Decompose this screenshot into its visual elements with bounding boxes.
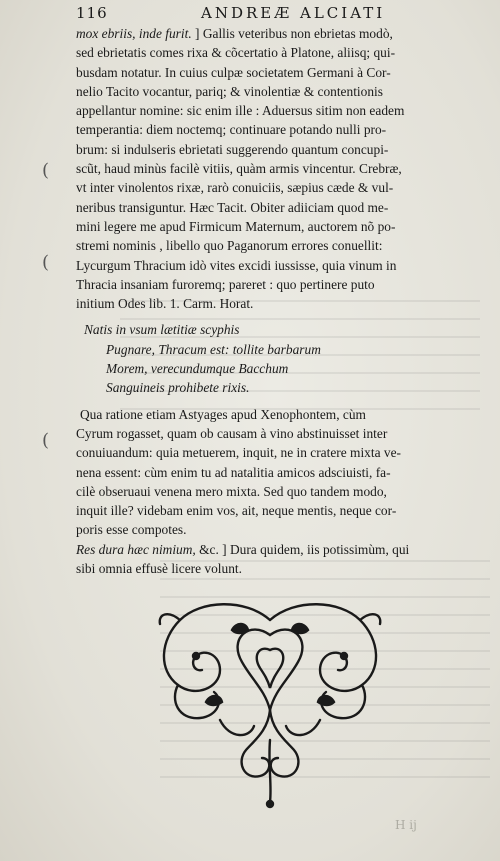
verse-line: Pugnare, Thracum est: tollite barbarum	[106, 341, 321, 357]
text-line: inquit ille? videbam enim vos, ait, neque mentis, neque cor-	[76, 503, 397, 519]
text-line: neribus transiguntur. Hæc Tacit. Obiter adiiciam quod me-	[76, 199, 389, 215]
margin-mark: (	[42, 160, 50, 181]
text-line: appellantur nomine: sic enim ille : Aduersus sitim non eadem	[76, 103, 405, 119]
text-line: poris esse compotes.	[76, 522, 187, 538]
text-line: sibi omnia effusè licere volunt.	[76, 561, 242, 577]
text-line: initium Odes lib. 1. Carm. Horat.	[76, 296, 254, 312]
running-title: ANDREÆ ALCIATI	[201, 4, 386, 22]
text-line: vt inter vinolentos rixæ, rarò conuiciis, sæpius cæde & vul-	[76, 180, 394, 196]
text-line: conuiuandum: quia metuerem, inquit, ne in cratere mixta ve-	[76, 445, 401, 461]
fleuron-ornament	[150, 590, 390, 810]
text-line: busdam notatur. In cuius culpæ societatem Germani à Cor-	[76, 64, 391, 80]
text-line: Cyrum rogasset, quam ob causam à vino abstinuisset inter	[76, 425, 388, 441]
page-number: 116	[76, 4, 108, 22]
text-line: stremi nominis , libello quo Paganorum errores conuellit:	[76, 238, 383, 254]
text-line: nena essent: cùm enim tu ad natalitia amicos adsciuisti, fa-	[76, 464, 391, 480]
text-line: sed ebrietatis comes rixa & cõcertatio à Platone, aliisq; qui-	[76, 45, 396, 61]
text-line: mox ebriis, inde furit. ] Gallis veteribus non ebrietas modò,	[76, 26, 393, 41]
margin-mark: (	[42, 252, 50, 273]
text-line: Lycurgum Thracium idò vites excidi iussisse, quia vinum in	[76, 257, 397, 273]
margin-mark: (	[42, 430, 50, 451]
catchword-bleed: H ij	[395, 818, 417, 832]
main-text	[76, 24, 486, 578]
text-line: cilè obseruaui venena mero mixta. Sed quo tandem modo,	[76, 483, 387, 499]
text-line: nelio Tacito vocantur, pariq; & vinolentiæ & contentionis	[76, 83, 383, 99]
verse-line: Morem, verecundumque Bacchum	[106, 361, 289, 377]
text-line: Res dura hæc nimium, &c. ] Dura quidem, iis potissimùm, qui	[76, 541, 410, 557]
running-head	[76, 2, 480, 24]
text-line: Qua ratione etiam Astyages apud Xenophontem, cùm	[80, 406, 366, 422]
text-line: mini legere me apud Firmicum Maternum, auctorem nõ po-	[76, 218, 396, 234]
verse-line: Sanguineis prohibete rixis.	[106, 380, 250, 396]
verse-line: Natis in vsum lætitiæ scyphis	[84, 322, 240, 338]
text-line: temperantia: diem noctemq; continuare potando nulli pro-	[76, 122, 387, 138]
text-line: scũt, haud minùs facilè vitiis, quàm armis vincentur. Crebræ,	[76, 161, 402, 177]
text-line: brum: si indulseris ebrietati suggerendo quantum concupi-	[76, 141, 389, 157]
text-line: Thracia insaniam furoremq; pareret : quo pertinere puto	[76, 276, 375, 292]
